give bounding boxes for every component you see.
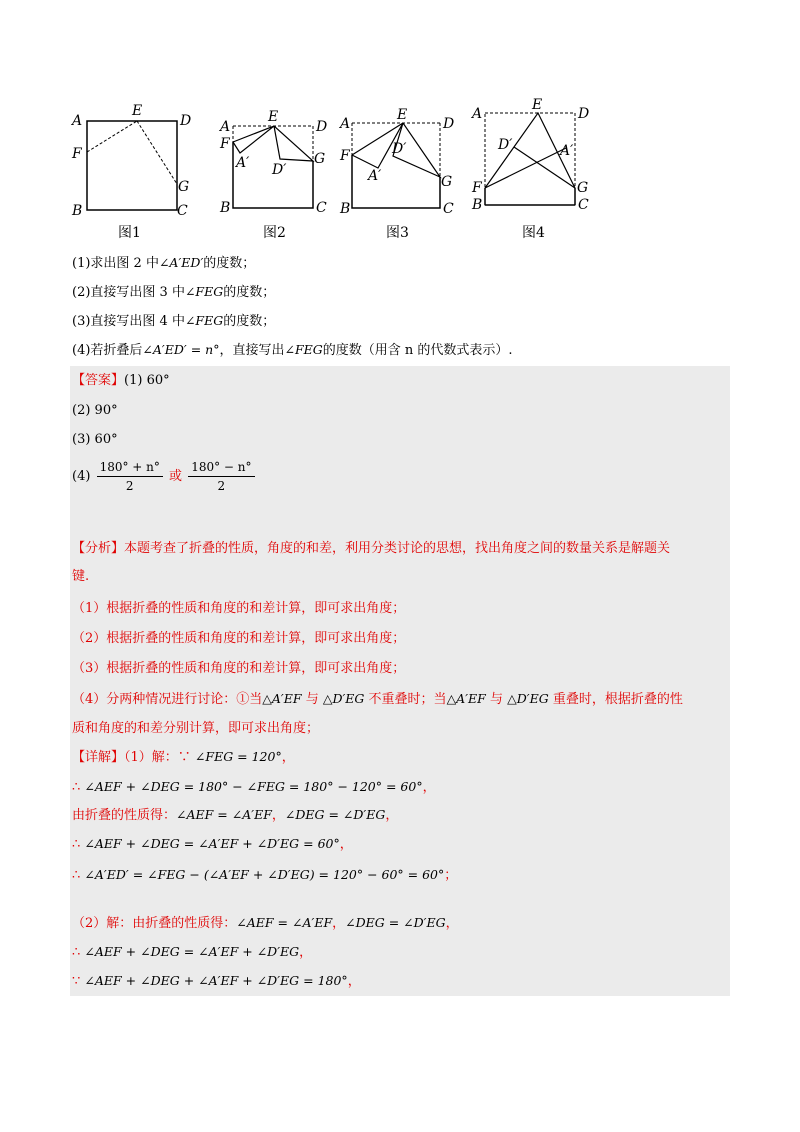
figure-3 [338, 107, 454, 241]
question-3-math: ∠FEG [184, 313, 224, 328]
fig4-label-G: G [577, 180, 589, 196]
detail-end-2: ， [422, 780, 436, 795]
analysis-text-5b: 与 [301, 692, 323, 707]
detail-math-6a: ∠AEF = ∠A′EF [236, 915, 333, 930]
fig1-label-C: C [177, 203, 188, 219]
analysis-math-4: △D′EG [507, 691, 549, 706]
detail-end-8: ， [347, 974, 361, 989]
answer-line-1 [72, 372, 170, 390]
fig2-caption: 图2 [263, 225, 286, 241]
detail-therefore-3: ∴ [72, 868, 85, 883]
detail-line-7 [72, 943, 312, 962]
detail-line-1 [72, 748, 295, 767]
fig2-label-C: C [316, 200, 327, 216]
fig3-label-F: F [340, 148, 350, 164]
detail-end-1: ， [281, 750, 295, 765]
question-3-text: (3)直接写出图 4 中 [72, 314, 185, 329]
detail-line-3 [72, 806, 398, 825]
figure-4 [470, 97, 589, 241]
fig2-label-F: F [220, 136, 230, 152]
analysis-line-1b [72, 568, 89, 586]
analysis-line-6 [72, 720, 319, 738]
fig1-label-F: F [72, 146, 82, 162]
detail-line-2 [72, 778, 436, 797]
answer-4-fraction-1 [97, 458, 163, 495]
fig1-caption: 图1 [118, 225, 141, 241]
analysis-line-2 [72, 600, 405, 618]
analysis-line-5 [72, 690, 683, 709]
question-4-math: ∠A′ED′ = n° [142, 342, 220, 357]
fig2-label-D: D [316, 119, 328, 135]
figure-2 [218, 109, 327, 241]
fig2-label-G: G [314, 151, 326, 167]
detail-math-1: ∠FEG = 120° [194, 749, 282, 764]
answer-4-prefix: (4) [72, 469, 91, 484]
fig2-label-D-prime: D′ [272, 162, 287, 178]
detail-math-7: ∠AEF + ∠DEG = ∠A′EF + ∠D′EG [84, 944, 300, 959]
answer-line-4 [72, 458, 257, 495]
fig4-label-C: C [578, 197, 589, 213]
analysis-text-5d: 与 [485, 692, 508, 707]
detail-line-4 [72, 835, 353, 854]
figure-1 [70, 103, 191, 241]
fig4-label-B: B [472, 197, 483, 213]
detail-therefore-4: ∴ [72, 945, 85, 960]
question-1-suffix: 的度数； [203, 256, 256, 271]
fig4-label-F: F [472, 180, 482, 196]
question-2-suffix: 的度数； [223, 285, 276, 300]
fraction-2-denominator: 2 [217, 479, 226, 493]
analysis-math-3: △A′EF [446, 691, 486, 706]
analysis-text-2: （1）根据折叠的性质和角度的和差计算，即可求出角度； [72, 601, 406, 616]
analysis-text-5c: 不重叠时；当 [364, 692, 447, 707]
detail-tag: 【详解】 [72, 750, 125, 765]
question-4-text: (4)若折叠后 [72, 343, 143, 358]
question-4-suffix: 的度数（用含 n 的代数式表示）. [322, 343, 513, 358]
question-1 [72, 254, 255, 273]
detail-therefore-1: ∴ [72, 780, 85, 795]
detail-math-3b: ∠DEG = ∠D′EG [284, 807, 386, 822]
question-1-math: ∠A′ED′ [158, 255, 204, 270]
analysis-line-3 [72, 630, 405, 648]
question-1-text: (1)求出图 2 中 [72, 256, 159, 271]
detail-mid-3: ， [271, 808, 285, 823]
analysis-line-1 [72, 540, 670, 558]
question-4-math2: ∠FEG [284, 342, 323, 357]
fig3-label-G: G [441, 174, 453, 190]
analysis-text-1b: 键. [72, 569, 90, 584]
detail-therefore-2: ∴ [72, 837, 85, 852]
detail-because-1: ∵ [72, 974, 85, 989]
detail-text-1: （1）解：∵ [124, 750, 195, 765]
figures-panel [60, 95, 620, 245]
fig3-label-E: E [397, 107, 408, 123]
answer-line-2 [72, 402, 118, 420]
analysis-text-1: 本题考查了折叠的性质，角度的和差，利用分类讨论的思想，找出角度之间的数量关系是解题关 [124, 541, 671, 556]
detail-end-6: ， [445, 916, 459, 931]
analysis-text-5e: 重叠时，根据折叠的性 [548, 692, 683, 707]
detail-end-7: ， [299, 945, 313, 960]
detail-text-3: 由折叠的性质得： [72, 808, 177, 823]
analysis-line-4 [72, 660, 405, 678]
detail-end-4: ， [339, 837, 353, 852]
fig2-label-E: E [268, 109, 279, 125]
fig3-label-C: C [443, 201, 454, 217]
fig4-label-A: A [472, 106, 483, 122]
fig3-caption: 图3 [386, 225, 409, 241]
question-2-math: ∠FEG [184, 284, 224, 299]
fig3-label-A-prime: A′ [368, 168, 382, 184]
question-2 [72, 283, 275, 302]
detail-math-5: ∠A′ED′ = ∠FEG − (∠A′EF + ∠D′EG) = 120° − 60° = 60° [84, 867, 445, 882]
answer-2: (2) 90° [72, 403, 118, 418]
analysis-text-5a: （4）分两种情况进行讨论：①当 [72, 692, 263, 707]
question-4-mid: ，直接写出 [219, 343, 285, 358]
answer-1: (1) 60° [124, 373, 170, 388]
analysis-text-3: （2）根据折叠的性质和角度的和差计算，即可求出角度； [72, 631, 406, 646]
fig1-label-B: B [72, 203, 83, 219]
detail-math-4: ∠AEF + ∠DEG = ∠A′EF + ∠D′EG = 60° [84, 836, 340, 851]
analysis-math-1: △A′EF [262, 691, 302, 706]
geometry-figures [60, 95, 620, 245]
fig1-label-A: A [72, 113, 83, 129]
detail-line-5 [72, 866, 457, 885]
detail-math-6b: ∠DEG = ∠D′EG [345, 915, 446, 930]
answer-4-fraction-2 [188, 458, 254, 495]
question-2-text: (2)直接写出图 3 中 [72, 285, 185, 300]
fig3-label-D-prime: D′ [392, 141, 407, 157]
fraction-2-numerator: 180° − n° [188, 458, 254, 477]
detail-mid-6: ， [332, 916, 346, 931]
question-3 [72, 312, 275, 331]
fig2-label-A: A [220, 119, 231, 135]
fraction-1-denominator: 2 [125, 479, 134, 493]
fig4-label-D-prime: D′ [498, 137, 513, 153]
fig2-label-A-prime: A′ [236, 155, 250, 171]
fig4-label-D: D [578, 106, 590, 122]
detail-end-5: ； [444, 868, 458, 883]
answer-4-or: 或 [169, 469, 183, 484]
detail-math-8: ∠AEF + ∠DEG + ∠A′EF + ∠D′EG = 180° [84, 973, 348, 988]
detail-text-6: （2）解：由折叠的性质得： [72, 916, 237, 931]
analysis-text-4: （3）根据折叠的性质和角度的和差计算，即可求出角度； [72, 661, 406, 676]
fig3-label-B: B [340, 201, 351, 217]
fig4-caption: 图4 [522, 225, 545, 241]
question-4 [72, 341, 513, 360]
analysis-text-6: 质和角度的和差分别计算，即可求出角度； [72, 721, 320, 736]
detail-math-3a: ∠AEF = ∠A′EF [176, 807, 272, 822]
answer-3: (3) 60° [72, 432, 118, 447]
fig4-label-E: E [532, 97, 543, 113]
fig4-label-A-prime: A′ [560, 143, 574, 159]
fig1-label-G: G [178, 179, 190, 195]
fig3-label-D: D [443, 116, 455, 132]
detail-end-3: ， [385, 808, 399, 823]
fraction-1-numerator: 180° + n° [97, 458, 163, 477]
answer-line-3 [72, 431, 118, 449]
fig3-label-A: A [340, 116, 351, 132]
fig1-label-D: D [180, 113, 192, 129]
detail-line-6 [72, 914, 459, 933]
question-3-suffix: 的度数； [223, 314, 276, 329]
analysis-math-2: △D′EG [322, 691, 365, 706]
fig2-label-B: B [220, 200, 231, 216]
detail-math-2: ∠AEF + ∠DEG = 180° − ∠FEG = 180° − 120° = 60° [84, 779, 423, 794]
answer-tag: 【答案】 [72, 373, 125, 388]
analysis-tag: 【分析】 [72, 541, 125, 556]
detail-line-8 [72, 972, 361, 991]
fig1-label-E: E [132, 103, 143, 119]
